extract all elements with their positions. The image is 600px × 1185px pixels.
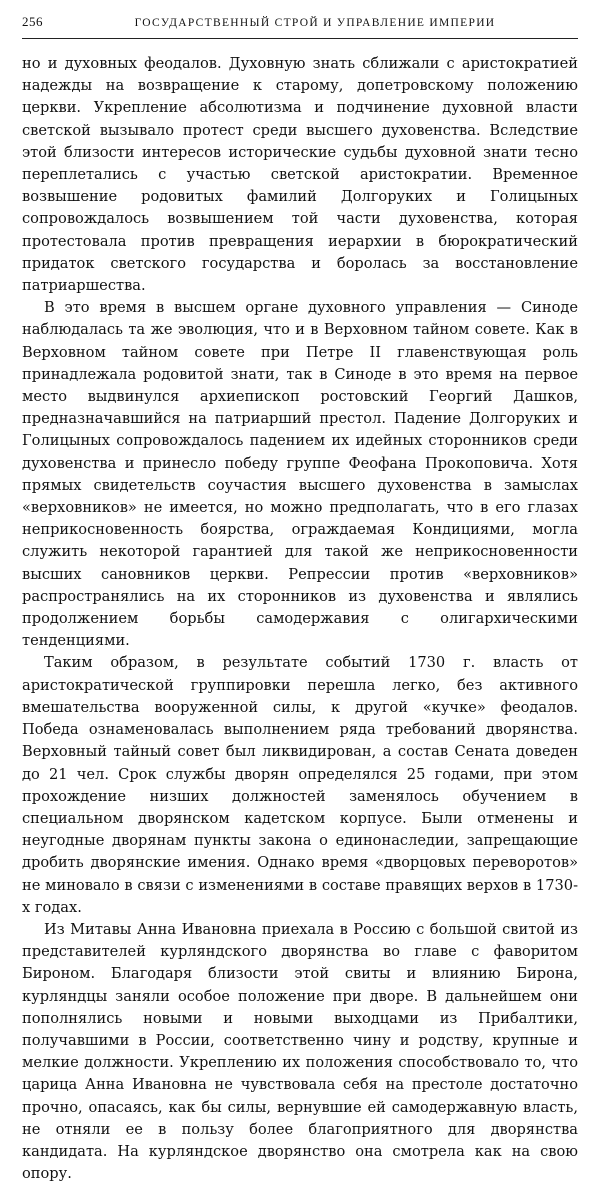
paragraph: В это время в высшем органе духовного управления — Синоде наблюдалась та же эволюция, что и в Верховном тайном совете. Как в Верховном тайном совете при Петре II главенствующая роль принадлежала родовитой знати, так в Синоде в это время на первое место выдвинулся архиепископ ростовский Георгий Дашков, предназначавшийся на патриарший престол. Падение Долгоруких и Голицыных сопровождалось падением их идейных сторонников среди духовенства и принесло победу группе Феофана Прокоповича. Хотя прямых свидетельств соучастия высшего духовенства в замыслах «верховников» не имеется, но можно предполагать, что в его глазах неприкосновенность боярства, ограждаемая Кондициями, могла служить некоторой гарантией для такой же неприкосновенности высших сановников церкви. Репрессии против «верховников» распространялись на их сторонников из духовенства и являлись продолжением борьбы самодержавия с олигархическими тенденциями. [22, 299, 578, 650]
paragraph: Таким образом, в результате событий 1730 г. власть от аристократической группировки перешла легко, без активного вмешательства вооруженной силы, к другой «кучке» феодалов. Победа ознаменовалась выполнением ряда требований дворянства. Верховный тайный совет был ликвидирован, а состав Сената доведен до 21 чел. Срок службы дворян определялся 25 годами, при этом прохождение низших должностей заменялось обучением в специальном дворянском кадетском корпусе. Были отменены и неугодные дворянам пункты закона о единонаследии, запрещающие дробить дворянские имения. Однако время «дворцовых переворотов» не миновало в связи с изменениями в составе правящих верхов в 1730-х годах. [22, 654, 578, 916]
header-rule [22, 38, 578, 39]
page-number: 256 [22, 14, 43, 29]
paragraph-continuation: но и духовных феодалов. Духовную знать сближали с аристократией надежды на возвращение к старому, допетровскому положению церкви. Укрепление абсолютизма и подчинение духовной власти светской вызывало протест среди высшего духовенства. Вследствие этой близости интересов исторические судьбы духовной знати тесно переплетались с участью светской аристократии. Временное возвышение родовитых фамилий Долгоруких и Голицыных сопровождалось возвышением той части духовенства, которая протестовала против превращения иерархии в бюрократический придаток светского государства и боролась за восстановление патриаршества. [22, 55, 578, 295]
body-text [22, 53, 578, 1185]
running-header [22, 14, 578, 36]
book-page [22, 14, 578, 1185]
paragraph: Из Митавы Анна Ивановна приехала в Россию с большой свитой из представителей курляндского дворянства во главе с фаворитом Бироном. Благодаря близости этой свиты и влиянию Бирона, курляндцы заняли особое положение при дворе. В дальнейшем они пополнялись новыми и новыми выходцами из Прибалтики, получавшими в России, соответственно чину и родству, крупные и мелкие должности. Укреплению их положения способствовало то, что царица Анна Ивановна не чувствовала себя на престоле достаточно прочно, опасаясь, как бы силы, вернувшие ей самодержавную власть, не отняли ее в пользу более благоприятного для дворянства кандидата. На курляндское дворянство она смотрела как на свою опору. [22, 920, 578, 1183]
running-title: ГОСУДАРСТВЕННЫЙ СТРОЙ И УПРАВЛЕНИЕ ИМПЕРИИ [134, 17, 496, 29]
